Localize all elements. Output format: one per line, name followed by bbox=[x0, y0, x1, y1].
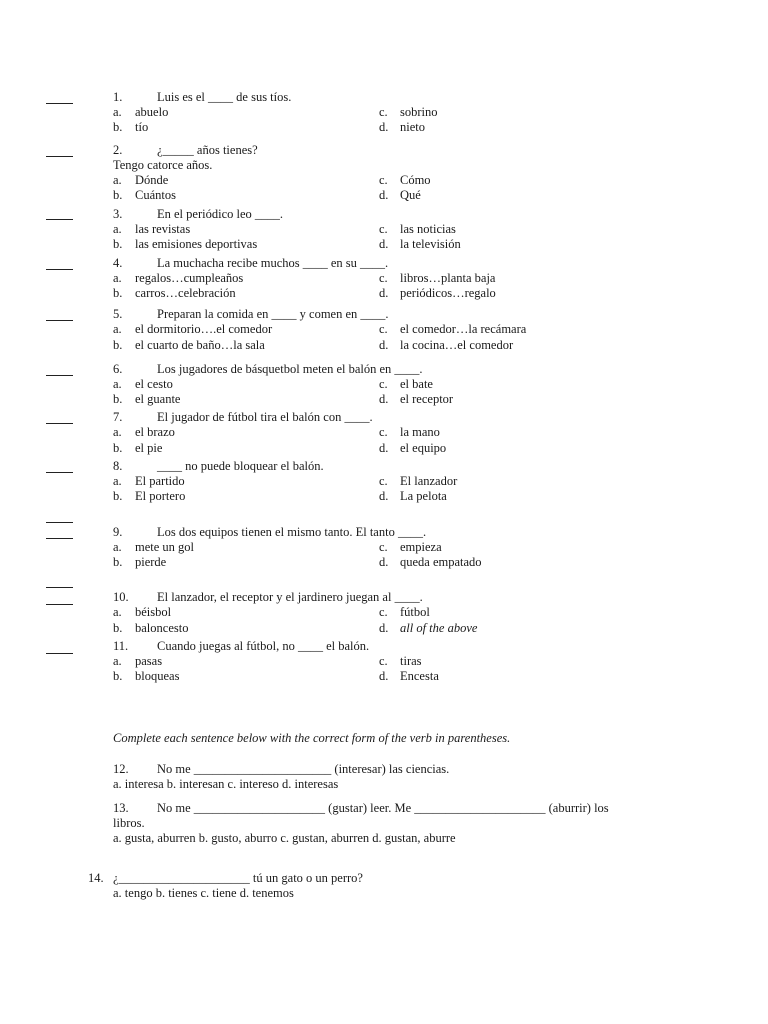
option-b-letter: b. bbox=[113, 441, 123, 455]
question-number: 1. bbox=[113, 90, 123, 104]
option-d[interactable]: el receptor bbox=[400, 392, 454, 406]
answer-blank[interactable] bbox=[46, 103, 73, 104]
question-number: 6. bbox=[113, 362, 123, 376]
option-a-letter: a. bbox=[113, 322, 122, 336]
option-b[interactable]: el pie bbox=[135, 441, 163, 455]
option-a[interactable]: béisbol bbox=[135, 605, 172, 619]
option-d-letter: d. bbox=[379, 392, 389, 406]
option-d-letter: d. bbox=[379, 188, 389, 202]
question-number: 7. bbox=[113, 410, 123, 424]
answer-blank[interactable] bbox=[46, 219, 73, 220]
answer-choices: a. interesa b. interesan c. intereso d. interesas bbox=[113, 777, 339, 791]
question-text[interactable]: No me _____________________ (gustar) leer. Me _____________________ (aburrir) los bbox=[157, 801, 609, 815]
option-b-letter: b. bbox=[113, 555, 123, 569]
option-d-letter: d. bbox=[379, 441, 389, 455]
question-stem: En el periódico leo ____. bbox=[157, 207, 284, 221]
question-number: 2. bbox=[113, 143, 123, 157]
answer-blank[interactable] bbox=[46, 156, 73, 157]
option-d[interactable]: la cocina…el comedor bbox=[400, 338, 514, 352]
option-d-letter: d. bbox=[379, 237, 389, 251]
question-number: 11. bbox=[113, 639, 129, 653]
option-d[interactable]: Encesta bbox=[400, 669, 439, 683]
question-number: 13. bbox=[113, 801, 129, 815]
question-number: 5. bbox=[113, 307, 123, 321]
option-d-letter: d. bbox=[379, 489, 389, 503]
option-a-letter: a. bbox=[113, 425, 122, 439]
option-c-letter: c. bbox=[379, 425, 388, 439]
option-b[interactable]: tío bbox=[135, 120, 149, 134]
option-b-letter: b. bbox=[113, 338, 123, 352]
option-b[interactable]: el guante bbox=[135, 392, 181, 406]
option-c[interactable]: tiras bbox=[400, 654, 422, 668]
option-d[interactable]: queda empatado bbox=[400, 555, 482, 569]
option-d-letter: d. bbox=[379, 338, 389, 352]
answer-blank[interactable] bbox=[46, 423, 73, 424]
option-d[interactable]: nieto bbox=[400, 120, 425, 134]
question-number: 10. bbox=[113, 590, 129, 604]
answer-blank[interactable] bbox=[46, 320, 73, 321]
option-a[interactable]: El partido bbox=[135, 474, 185, 488]
option-c[interactable]: Cómo bbox=[400, 173, 431, 187]
option-a-letter: a. bbox=[113, 540, 122, 554]
answer-blank[interactable] bbox=[46, 538, 73, 539]
option-a[interactable]: mete un gol bbox=[135, 540, 195, 554]
option-b[interactable]: las emisiones deportivas bbox=[135, 237, 258, 251]
option-a-letter: a. bbox=[113, 654, 122, 668]
option-a-letter: a. bbox=[113, 271, 122, 285]
option-c-letter: c. bbox=[379, 271, 388, 285]
option-d[interactable]: La pelota bbox=[400, 489, 447, 503]
question-subtext: Tengo catorce años. bbox=[113, 158, 213, 172]
option-b[interactable]: el cuarto de baño…la sala bbox=[135, 338, 265, 352]
option-b[interactable]: El portero bbox=[135, 489, 186, 503]
option-c[interactable]: empieza bbox=[400, 540, 442, 554]
option-a[interactable]: el dormitorio….el comedor bbox=[135, 322, 273, 336]
section-instructions: Complete each sentence below with the correct form of the verb in parentheses. bbox=[113, 731, 511, 745]
answer-blank[interactable] bbox=[46, 522, 73, 523]
option-c-letter: c. bbox=[379, 474, 388, 488]
answer-blank[interactable] bbox=[46, 587, 73, 588]
option-b[interactable]: bloqueas bbox=[135, 669, 180, 683]
option-a[interactable]: pasas bbox=[135, 654, 163, 668]
question-number: 12. bbox=[113, 762, 129, 776]
option-d[interactable]: all of the above bbox=[400, 621, 478, 635]
option-a-letter: a. bbox=[113, 105, 122, 119]
option-c[interactable]: libros…planta baja bbox=[400, 271, 496, 285]
option-a-letter: a. bbox=[113, 222, 122, 236]
option-c[interactable]: las noticias bbox=[400, 222, 456, 236]
option-c-letter: c. bbox=[379, 605, 388, 619]
option-d-letter: d. bbox=[379, 286, 389, 300]
option-d-letter: d. bbox=[379, 120, 389, 134]
option-b-letter: b. bbox=[113, 669, 123, 683]
question-stem: Los jugadores de básquetbol meten el balón en ____. bbox=[157, 362, 423, 376]
option-d[interactable]: Qué bbox=[400, 188, 421, 202]
option-a-letter: a. bbox=[113, 474, 122, 488]
question-stem: ¿_____ años tienes? bbox=[157, 143, 258, 157]
option-a[interactable]: regalos…cumpleaños bbox=[135, 271, 244, 285]
question-number: 14. bbox=[88, 871, 104, 885]
option-b[interactable]: baloncesto bbox=[135, 621, 189, 635]
option-c[interactable]: la mano bbox=[400, 425, 440, 439]
option-d[interactable]: el equipo bbox=[400, 441, 447, 455]
option-a[interactable]: abuelo bbox=[135, 105, 169, 119]
answer-blank[interactable] bbox=[46, 375, 73, 376]
option-c-letter: c. bbox=[379, 540, 388, 554]
option-c[interactable]: el comedor…la recámara bbox=[400, 322, 527, 336]
option-d-letter: d. bbox=[379, 555, 389, 569]
option-d[interactable]: la televisión bbox=[400, 237, 461, 251]
question-number: 4. bbox=[113, 256, 123, 270]
option-a-letter: a. bbox=[113, 377, 122, 391]
option-c[interactable]: El lanzador bbox=[400, 474, 458, 488]
answer-choices: a. gusta, aburren b. gusto, aburro c. gustan, aburren d. gustan, aburre bbox=[113, 831, 456, 845]
option-a-letter: a. bbox=[113, 605, 122, 619]
option-c[interactable]: sobrino bbox=[400, 105, 438, 119]
question-stem: Los dos equipos tienen el mismo tanto. El tanto ____. bbox=[157, 525, 427, 539]
option-c[interactable]: el bate bbox=[400, 377, 433, 391]
option-b-letter: b. bbox=[113, 621, 123, 635]
answer-blank[interactable] bbox=[46, 653, 73, 654]
option-a-letter: a. bbox=[113, 173, 122, 187]
option-b-letter: b. bbox=[113, 286, 123, 300]
answer-choices: a. tengo b. tienes c. tiene d. tenemos bbox=[113, 886, 294, 900]
option-c-letter: c. bbox=[379, 173, 388, 187]
option-d-letter: d. bbox=[379, 669, 389, 683]
question-text-continued: libros. bbox=[113, 816, 145, 830]
answer-blank[interactable] bbox=[46, 604, 73, 605]
option-c-letter: c. bbox=[379, 654, 388, 668]
question-text[interactable]: ¿_____________________ tú un gato o un perro? bbox=[113, 871, 363, 885]
option-b-letter: b. bbox=[113, 188, 123, 202]
question-stem: Preparan la comida en ____ y comen en ____. bbox=[157, 307, 389, 321]
option-b-letter: b. bbox=[113, 489, 123, 503]
question-number: 9. bbox=[113, 525, 123, 539]
option-b[interactable]: pierde bbox=[135, 555, 167, 569]
option-b-letter: b. bbox=[113, 237, 123, 251]
question-text[interactable]: No me ______________________ (interesar) las ciencias. bbox=[157, 762, 450, 776]
question-stem: El jugador de fútbol tira el balón con ____. bbox=[157, 410, 373, 424]
option-c-letter: c. bbox=[379, 322, 388, 336]
question-number: 8. bbox=[113, 459, 123, 473]
question-stem: El lanzador, el receptor y el jardinero juegan al ____. bbox=[157, 590, 423, 604]
option-a[interactable]: las revistas bbox=[135, 222, 191, 236]
option-a[interactable]: Dónde bbox=[135, 173, 169, 187]
option-d-letter: d. bbox=[379, 621, 389, 635]
option-b[interactable]: Cuántos bbox=[135, 188, 176, 202]
answer-blank[interactable] bbox=[46, 472, 73, 473]
option-b-letter: b. bbox=[113, 120, 123, 134]
question-stem: La muchacha recibe muchos ____ en su ____. bbox=[157, 256, 389, 270]
question-stem: Luis es el ____ de sus tíos. bbox=[157, 90, 292, 104]
option-a[interactable]: el cesto bbox=[135, 377, 173, 391]
option-c-letter: c. bbox=[379, 105, 388, 119]
option-d[interactable]: periódicos…regalo bbox=[400, 286, 496, 300]
option-c[interactable]: fútbol bbox=[400, 605, 430, 619]
answer-blank[interactable] bbox=[46, 269, 73, 270]
option-c-letter: c. bbox=[379, 222, 388, 236]
option-c-letter: c. bbox=[379, 377, 388, 391]
question-stem: ____ no puede bloquear el balón. bbox=[157, 459, 324, 473]
option-b[interactable]: carros…celebración bbox=[135, 286, 236, 300]
question-stem: Cuando juegas al fútbol, no ____ el balón. bbox=[157, 639, 370, 653]
question-number: 3. bbox=[113, 207, 123, 221]
option-a[interactable]: el brazo bbox=[135, 425, 175, 439]
option-b-letter: b. bbox=[113, 392, 123, 406]
